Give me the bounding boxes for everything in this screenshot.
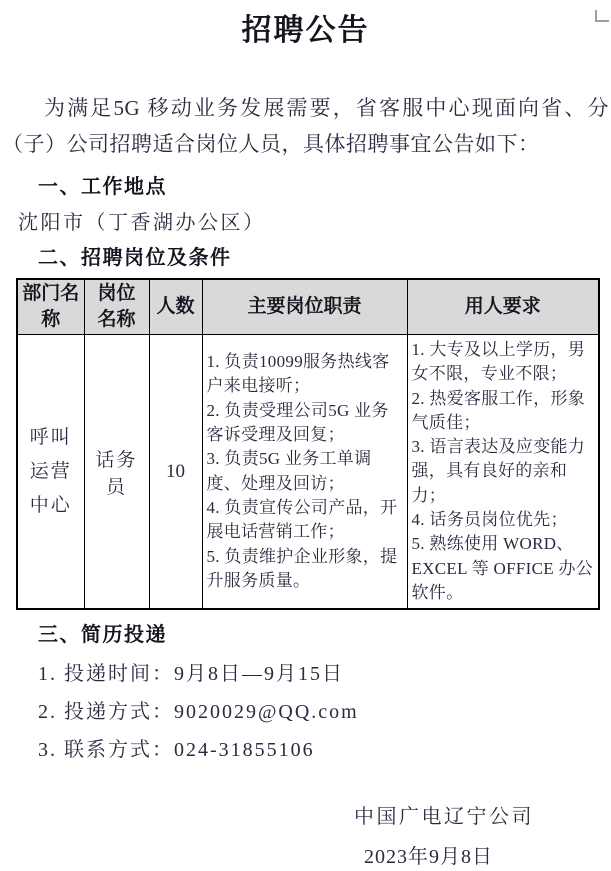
work-location-text: 沈阳市（丁香湖办公区） bbox=[18, 212, 266, 234]
page-title: 招聘公告 bbox=[241, 14, 370, 47]
signature-company: 中国广电辽宁公司 bbox=[354, 806, 534, 829]
resume-submission-time: 1. 投递时间：9月8日—9月15日 bbox=[38, 663, 344, 686]
duty-item: 2. 负责受理公司5G 业务客诉受理及回复； bbox=[206, 400, 389, 445]
department-cell bbox=[17, 335, 84, 610]
recruitment-announcement-page bbox=[0, 10, 611, 869]
duty-item: 1. 负责10099服务热线客户来电接听； bbox=[206, 352, 390, 396]
requirement-item: 4. 话务员岗位优先； bbox=[411, 510, 568, 530]
intro-paragraph: 为满足5G 移动业务发展需要，省客服中心现面向省、分（子）公司招聘适合岗位人员，具体招聘事宜公告如下： bbox=[2, 96, 609, 156]
position-cell: 话务员 bbox=[84, 335, 149, 610]
requirement-item: 3. 语言表达及应变能力强，具有良好的亲和力； bbox=[411, 437, 586, 505]
section-heading-resume: 三、简历投递 bbox=[38, 624, 167, 647]
positions-table bbox=[16, 278, 600, 610]
requirements-cell bbox=[407, 335, 599, 610]
requirement-item: 1. 大专及以上学历，男女不限，专业不限； bbox=[411, 340, 586, 384]
requirement-item: 2. 热爱客服工作，形象气质佳； bbox=[411, 388, 586, 432]
department-line: 运营 bbox=[29, 460, 72, 482]
headcount-cell: 10 bbox=[149, 335, 202, 610]
resume-submission-email: 2. 投递方式：9020029@QQ.com bbox=[38, 701, 359, 724]
column-header-department: 部门名称 bbox=[17, 279, 84, 335]
section-heading-work-location: 一、工作地点 bbox=[38, 176, 167, 198]
column-header-requirements: 用人要求 bbox=[407, 279, 599, 335]
resume-contact-phone: 3. 联系方式：024-31855106 bbox=[38, 739, 315, 762]
duty-item: 3. 负责5G 业务工单调度、处理及回访； bbox=[206, 449, 372, 493]
duties-cell bbox=[202, 335, 407, 610]
department-line: 中心 bbox=[29, 494, 72, 516]
duty-item: 4. 负责宣传公司产品，开展电话营销工作； bbox=[206, 497, 398, 542]
table-header-row bbox=[17, 279, 599, 335]
department-line: 呼叫 bbox=[29, 426, 72, 448]
column-header-position: 岗位名称 bbox=[84, 279, 149, 335]
page-margin-corner-mark bbox=[595, 10, 609, 22]
signature-date: 2023年9月8日 bbox=[364, 846, 493, 869]
column-header-duties: 主要岗位职责 bbox=[202, 279, 407, 335]
section-heading-positions: 二、招聘岗位及条件 bbox=[38, 247, 232, 269]
requirement-item: 5. 熟练使用 WORD、EXCEL 等 OFFICE 办公软件。 bbox=[411, 534, 594, 602]
duty-item: 5. 负责维护企业形象，提升服务质量。 bbox=[206, 546, 398, 590]
table-row bbox=[17, 335, 599, 610]
column-header-headcount: 人数 bbox=[149, 279, 202, 335]
